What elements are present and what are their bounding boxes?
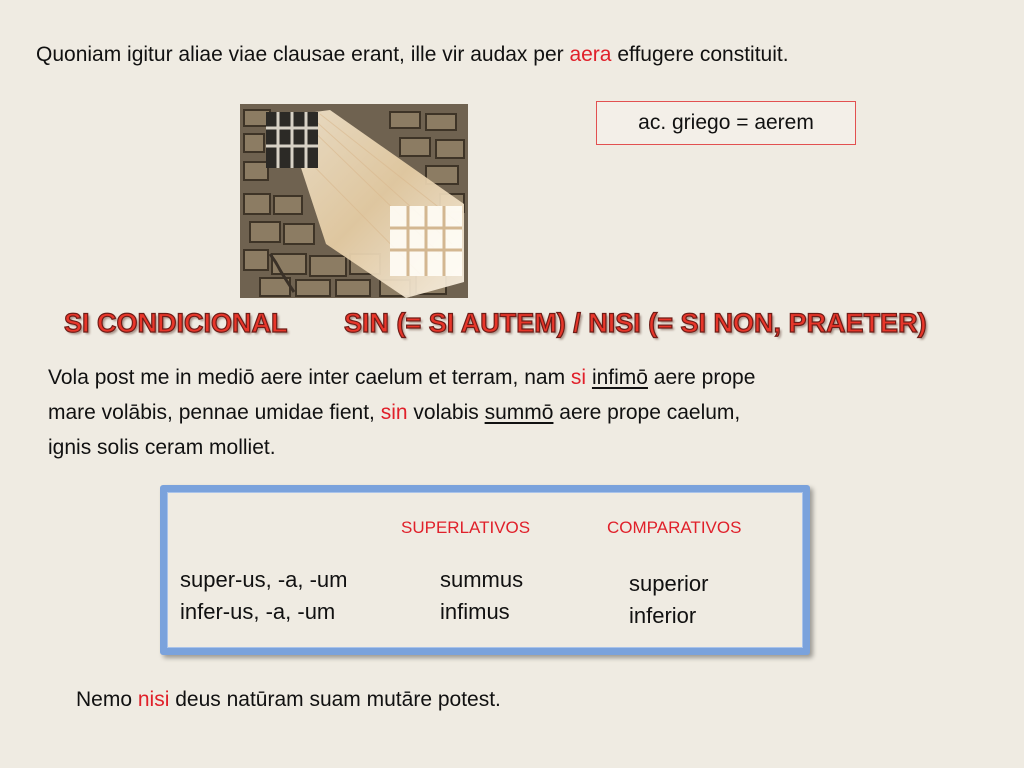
cell-positive-super: super-us, -a, -um: [180, 567, 348, 592]
prison-window-illustration: [240, 104, 468, 298]
closing-text: Nemo: [76, 688, 138, 711]
highlight-nisi: nisi: [137, 688, 170, 711]
underlined-summo: summō: [484, 401, 554, 424]
text-fragment: Vola post me in mediō aere inter caelum et terram, nam: [48, 366, 571, 389]
header-comparativos: COMPARATIVOS: [607, 518, 742, 537]
underlined-infimo: infimō: [591, 366, 648, 389]
comparison-table: [160, 485, 810, 655]
highlight-sin: sin: [380, 401, 408, 424]
text-fragment: aere prope: [647, 366, 756, 389]
text-fragment: volabis: [407, 401, 485, 424]
text-fragment: aere prope caelum,: [553, 401, 741, 424]
cell-positive-infer: infer-us, -a, -um: [180, 599, 336, 624]
intro-sentence-text: Quoniam igitur aliae viae clausae erant, ille vir audax per: [36, 43, 570, 66]
latin-paragraph: [48, 360, 968, 465]
paragraph-line-1: [48, 360, 968, 395]
highlight-si: si: [570, 366, 587, 389]
closing-sentence: [76, 688, 501, 712]
header-superlativos: SUPERLATIVOS: [401, 518, 531, 537]
cell-infimus: infimus: [440, 599, 510, 624]
heading-si-condicional: SI CONDICIONAL: [64, 308, 288, 338]
column-superlative: [440, 564, 523, 628]
intro-sentence-end: effugere constituit.: [611, 43, 789, 66]
heading-sin-nisi: SIN (= SI AUTEM) / NISI (= SI NON, PRAETER): [344, 308, 927, 338]
note-box: [596, 101, 856, 145]
column-comparative: [629, 568, 708, 632]
cell-superior: superior: [629, 571, 709, 596]
cell-inferior: inferior: [629, 603, 697, 628]
column-positive: [180, 564, 348, 628]
highlight-aera: aera: [569, 43, 612, 66]
paragraph-line-2: [48, 395, 968, 430]
intro-sentence: [36, 43, 789, 67]
cell-summus: summus: [440, 567, 524, 592]
note-text: ac. griego = aerem: [638, 111, 814, 134]
closing-text-end: deus natūram suam mutāre potest.: [169, 688, 501, 711]
paragraph-line-3: ignis solis ceram molliet.: [48, 436, 276, 459]
section-heading: [0, 304, 1024, 348]
text-fragment: mare volābis, pennae umidae fient,: [48, 401, 381, 424]
